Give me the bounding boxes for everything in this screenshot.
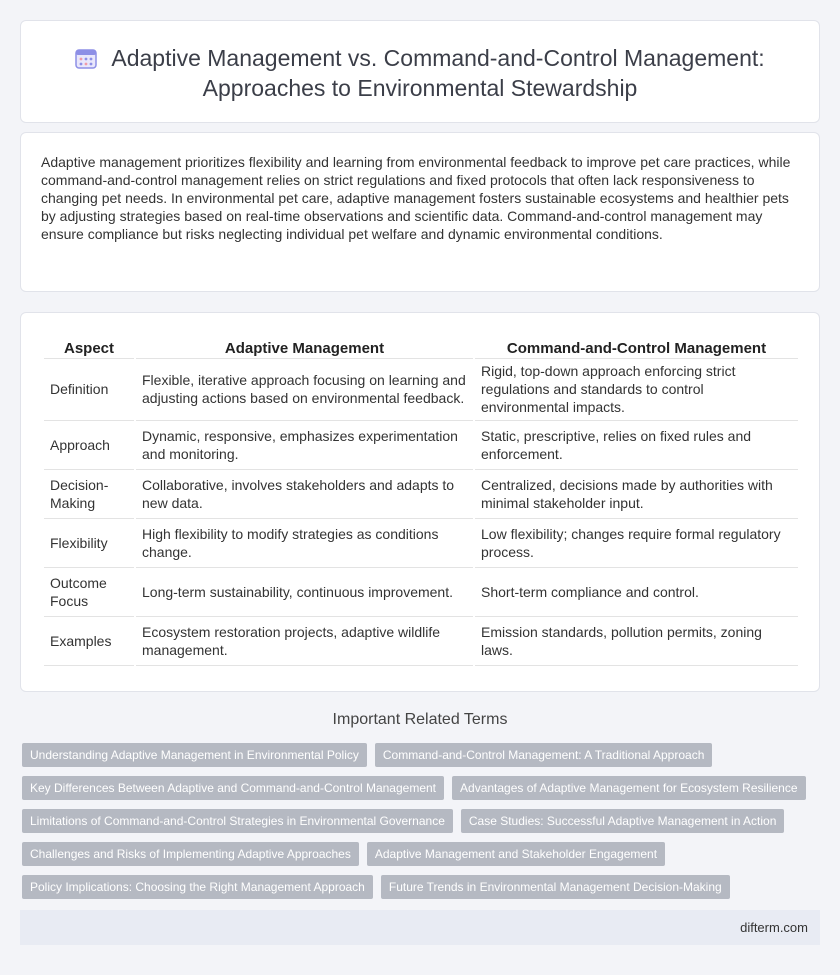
row-aspect: Examples: [44, 617, 134, 666]
footer-site-link[interactable]: difterm.com: [740, 920, 808, 935]
row-aspect: Flexibility: [44, 519, 134, 568]
header-aspect: Aspect: [44, 331, 134, 359]
footer: [20, 910, 820, 945]
related-term-link[interactable]: Policy Implications: Choosing the Right Management Approach: [22, 875, 373, 899]
row-aspect: Outcome Focus: [44, 568, 134, 617]
table-row: [44, 421, 798, 470]
row-command-control: Rigid, top-down approach enforcing strict regulations and standards to control environmental impacts.: [475, 359, 798, 421]
row-adaptive: Long-term sustainability, continuous improvement.: [136, 568, 473, 617]
related-terms-heading: Important Related Terms: [332, 711, 508, 728]
related-term-link[interactable]: Adaptive Management and Stakeholder Engagement: [367, 842, 665, 866]
related-term-link[interactable]: Challenges and Risks of Implementing Adaptive Approaches: [22, 842, 359, 866]
row-adaptive: Ecosystem restoration projects, adaptive wildlife management.: [136, 617, 473, 666]
row-command-control: Low flexibility; changes require formal regulatory process.: [475, 519, 798, 568]
row-command-control: Static, prescriptive, relies on fixed rules and enforcement.: [475, 421, 798, 470]
row-aspect: Approach: [44, 421, 134, 470]
table-row: [44, 519, 798, 568]
related-term-link[interactable]: Understanding Adaptive Management in Environmental Policy: [22, 743, 367, 767]
table-header-row: [44, 331, 798, 359]
row-aspect: Definition: [44, 359, 134, 421]
related-term-link[interactable]: Case Studies: Successful Adaptive Management in Action: [461, 809, 785, 833]
row-adaptive: Collaborative, involves stakeholders and adapts to new data.: [136, 470, 473, 519]
related-terms-list: [22, 743, 822, 899]
intro-paragraph: Adaptive management prioritizes flexibility and learning from environmental feedback to improve pet care practices, while command-and-control management relies on strict regulations and fixed protocols that often lack responsiveness to changing pet needs. In environmental pet care, adaptive management fosters sustainable ecosystems and healthier pets by adjusting strategies based on real-time observations and scientific data. Command-and-control management may ensure compliance but risks neglecting individual pet welfare and dynamic environmental conditions.: [41, 154, 791, 242]
related-term-link[interactable]: Limitations of Command-and-Control Strategies in Environmental Governance: [22, 809, 453, 833]
row-adaptive: Flexible, iterative approach focusing on learning and adjusting actions based on environmental feedback.: [136, 359, 473, 421]
title-card: [20, 20, 820, 123]
related-term-link[interactable]: Future Trends in Environmental Management Decision-Making: [381, 875, 730, 899]
header-adaptive: Adaptive Management: [136, 331, 473, 359]
comparison-table: [42, 331, 800, 666]
table-row: [44, 568, 798, 617]
page-title: [61, 43, 779, 103]
table-row: [44, 470, 798, 519]
row-adaptive: High flexibility to modify strategies as conditions change.: [136, 519, 473, 568]
row-command-control: Emission standards, pollution permits, zoning laws.: [475, 617, 798, 666]
title-wrap: [61, 43, 779, 103]
table-row: [44, 617, 798, 666]
row-aspect: Decision-Making: [44, 470, 134, 519]
page-title-text: Adaptive Management vs. Command-and-Control Management: Approaches to Environmental Stewardship: [111, 45, 765, 101]
row-adaptive: Dynamic, responsive, emphasizes experimentation and monitoring.: [136, 421, 473, 470]
related-term-link[interactable]: Command-and-Control Management: A Traditional Approach: [375, 743, 713, 767]
related-term-link[interactable]: Key Differences Between Adaptive and Command-and-Control Management: [22, 776, 444, 800]
intro-card: [20, 132, 820, 292]
table-row: [44, 359, 798, 421]
header-command-control: Command-and-Control Management: [475, 331, 798, 359]
comparison-table-card: [20, 312, 820, 692]
row-command-control: Short-term compliance and control.: [475, 568, 798, 617]
related-term-link[interactable]: Advantages of Adaptive Management for Ecosystem Resilience: [452, 776, 806, 800]
row-command-control: Centralized, decisions made by authorities with minimal stakeholder input.: [475, 470, 798, 519]
calendar-icon: [75, 47, 97, 69]
